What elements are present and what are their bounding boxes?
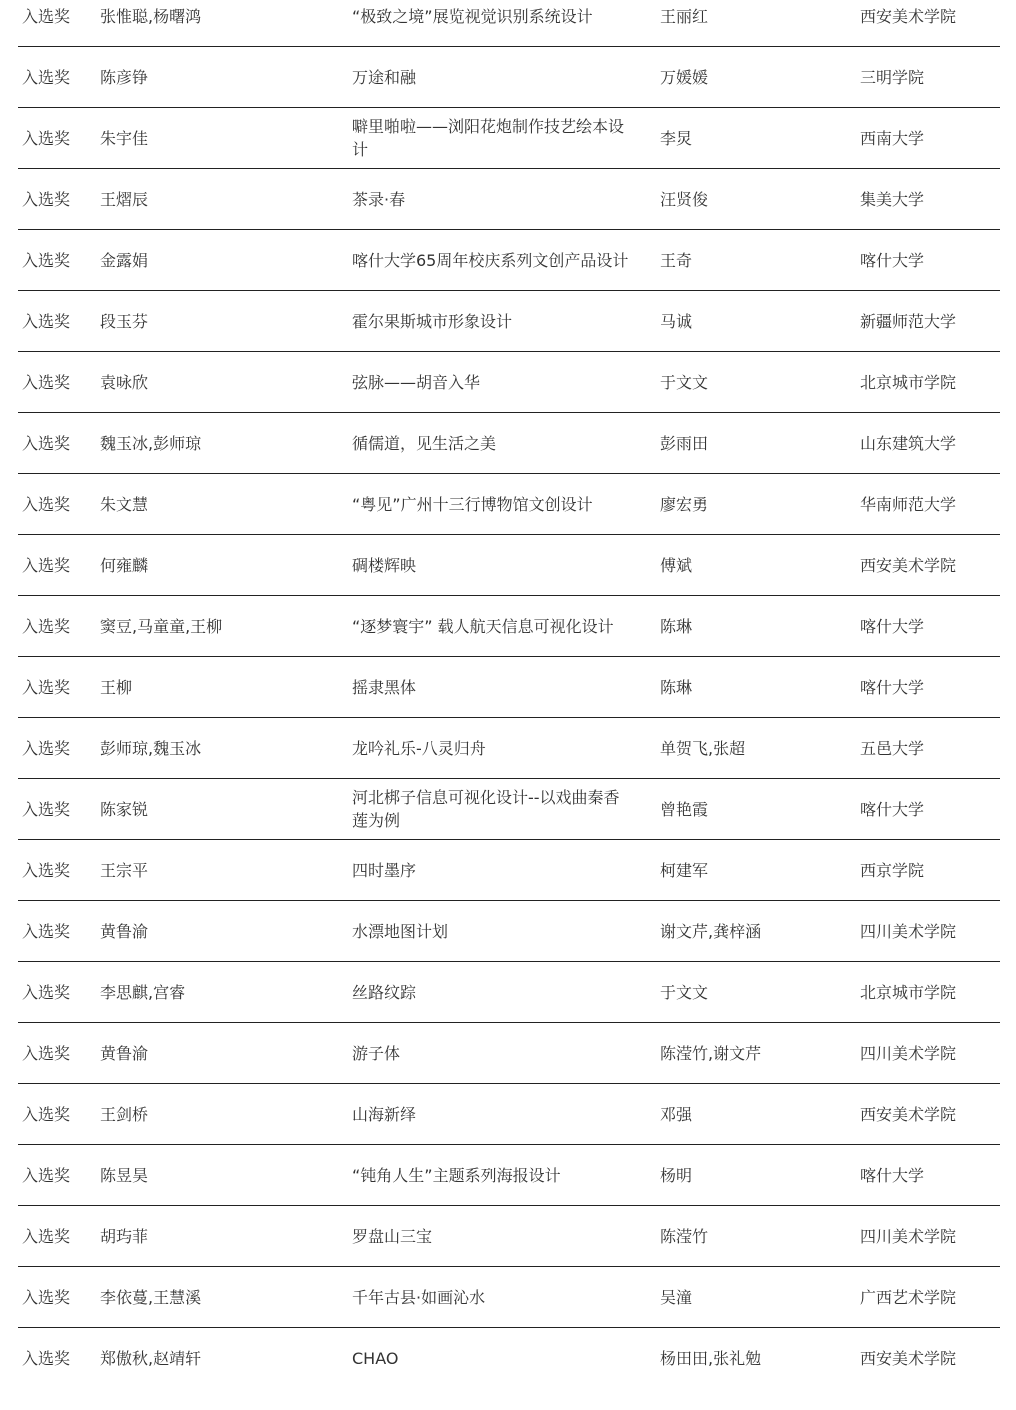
advisor-cell: 曾艳霞 — [656, 779, 856, 840]
awards-table — [18, 0, 1000, 1388]
school-cell: 五邑大学 — [856, 718, 1000, 779]
work-title-cell: 喀什大学65周年校庆系列文创产品设计 — [348, 230, 656, 291]
award-cell: 入选奖 — [18, 596, 96, 657]
advisor-cell: 吴潼 — [656, 1267, 856, 1328]
award-cell: 入选奖 — [18, 47, 96, 108]
work-title-cell: 循儒道，见生活之美 — [348, 413, 656, 474]
table-row — [18, 1267, 1000, 1328]
award-cell: 入选奖 — [22, 1348, 71, 1368]
school-cell: 四川美术学院 — [856, 901, 1000, 962]
work-title-cell: 霍尔果斯城市形象设计 — [348, 291, 656, 352]
school-cell: 新疆师范大学 — [856, 291, 1000, 352]
table-row — [18, 657, 1000, 718]
award-cell: 入选奖 — [18, 1145, 96, 1206]
authors-cell: 陈昱昊 — [96, 1145, 348, 1206]
work-title-cell: 摇隶黑体 — [348, 657, 656, 718]
award-cell: 入选奖 — [18, 1084, 96, 1145]
work-title-cell: 弦脉——胡音入华 — [348, 352, 656, 413]
award-cell: 入选奖 — [18, 413, 96, 474]
table-row — [18, 535, 1000, 596]
advisor-cell: 陈滢竹,谢文芹 — [656, 1023, 856, 1084]
award-cell: 入选奖 — [18, 718, 96, 779]
work-title-cell: “粤见”广州十三行博物馆文创设计 — [348, 474, 656, 535]
authors-cell: 何雍麟 — [96, 535, 348, 596]
authors-cell: 朱文慧 — [96, 474, 348, 535]
table-row — [18, 1206, 1000, 1267]
work-title-cell: 千年古县·如画沁水 — [348, 1267, 656, 1328]
table-row — [18, 1328, 1000, 1389]
award-cell: 入选奖 — [18, 291, 96, 352]
authors-cell: 朱宇佳 — [96, 108, 348, 169]
authors-cell: 窦豆,马童童,王柳 — [96, 596, 348, 657]
table-row — [18, 413, 1000, 474]
advisor-cell: 于文文 — [656, 352, 856, 413]
authors-cell: 金露娟 — [96, 230, 348, 291]
authors-cell: 黄鲁渝 — [96, 901, 348, 962]
advisor-cell: 王奇 — [656, 230, 856, 291]
advisor-cell: 陈琳 — [656, 657, 856, 718]
advisor-cell: 陈琳 — [656, 596, 856, 657]
authors-cell: 王宗平 — [96, 840, 348, 901]
work-title-cell: 水漂地图计划 — [348, 901, 656, 962]
award-cell: 入选奖 — [18, 535, 96, 596]
work-title-cell: 山海新绎 — [348, 1084, 656, 1145]
advisor-cell: 王丽红 — [656, 0, 856, 47]
advisor-cell: 杨明 — [656, 1145, 856, 1206]
advisor-cell: 邓强 — [656, 1084, 856, 1145]
award-cell: 入选奖 — [18, 108, 96, 169]
school-cell: 西安美术学院 — [856, 0, 1000, 47]
school-cell: 西安美术学院 — [856, 535, 1000, 596]
school-cell: 四川美术学院 — [856, 1206, 1000, 1267]
awards-table-body — [18, 0, 1000, 1388]
work-title-cell: “极致之境”展览视觉识别系统设计 — [348, 0, 656, 47]
authors-cell: 陈彦铮 — [96, 47, 348, 108]
award-cell: 入选奖 — [18, 1206, 96, 1267]
authors-cell: 陈家锐 — [96, 779, 348, 840]
school-cell: 北京城市学院 — [856, 352, 1000, 413]
work-title-cell: 丝路纹踪 — [348, 962, 656, 1023]
advisor-cell: 彭雨田 — [656, 413, 856, 474]
award-cell: 入选奖 — [18, 657, 96, 718]
table-row — [18, 1084, 1000, 1145]
award-cell: 入选奖 — [18, 1023, 96, 1084]
work-title-cell: 噼里啪啦——浏阳花炮制作技艺绘本设计 — [348, 108, 656, 169]
work-title-cell: 龙吟礼乐-八灵归舟 — [348, 718, 656, 779]
table-row — [18, 1145, 1000, 1206]
school-cell: 西安美术学院 — [860, 1348, 957, 1368]
award-cell: 入选奖 — [18, 169, 96, 230]
table-row — [18, 169, 1000, 230]
table-row — [18, 108, 1000, 169]
table-row — [18, 0, 1000, 47]
school-cell: 西南大学 — [856, 108, 1000, 169]
authors-cell: 彭师琼,魏玉冰 — [96, 718, 348, 779]
school-cell: 喀什大学 — [856, 657, 1000, 718]
table-row — [18, 47, 1000, 108]
award-cell: 入选奖 — [18, 474, 96, 535]
advisor-cell: 单贺飞,张超 — [656, 718, 856, 779]
authors-cell: 郑傲秋,赵靖轩 — [100, 1348, 202, 1368]
advisor-cell: 汪贤俊 — [656, 169, 856, 230]
school-cell: 华南师范大学 — [856, 474, 1000, 535]
school-cell: 集美大学 — [856, 169, 1000, 230]
work-title-cell: 河北梆子信息可视化设计--以戏曲秦香莲为例 — [348, 779, 656, 840]
advisor-cell: 廖宏勇 — [656, 474, 856, 535]
school-cell: 喀什大学 — [856, 230, 1000, 291]
school-cell: 北京城市学院 — [856, 962, 1000, 1023]
school-cell: 喀什大学 — [856, 596, 1000, 657]
table-row — [18, 840, 1000, 901]
advisor-cell: 谢文芹,龚梓涵 — [656, 901, 856, 962]
work-title-cell: 碉楼辉映 — [348, 535, 656, 596]
authors-cell: 王柳 — [96, 657, 348, 718]
advisor-cell: 傅斌 — [656, 535, 856, 596]
table-row — [18, 718, 1000, 779]
work-title-cell: 茶录·春 — [348, 169, 656, 230]
school-cell: 三明学院 — [856, 47, 1000, 108]
award-cell: 入选奖 — [18, 0, 96, 47]
authors-cell: 段玉芬 — [96, 291, 348, 352]
work-title-cell: CHAO — [352, 1348, 399, 1368]
authors-cell: 袁咏欣 — [96, 352, 348, 413]
advisor-cell: 于文文 — [656, 962, 856, 1023]
award-cell: 入选奖 — [18, 230, 96, 291]
table-row — [18, 291, 1000, 352]
table-row — [18, 596, 1000, 657]
table-row — [18, 962, 1000, 1023]
work-title-cell: “钝角人生”主题系列海报设计 — [348, 1145, 656, 1206]
authors-cell: 李思麒,宫睿 — [96, 962, 348, 1023]
table-row — [18, 474, 1000, 535]
school-cell: 西京学院 — [856, 840, 1000, 901]
school-cell: 喀什大学 — [856, 779, 1000, 840]
award-cell: 入选奖 — [18, 962, 96, 1023]
table-row — [18, 230, 1000, 291]
authors-cell: 王熠辰 — [96, 169, 348, 230]
advisor-cell: 李炅 — [656, 108, 856, 169]
school-cell: 广西艺术学院 — [856, 1267, 1000, 1328]
work-title-cell: “逐梦寰宇” 载人航天信息可视化设计 — [348, 596, 656, 657]
table-row — [18, 352, 1000, 413]
authors-cell: 胡玙菲 — [96, 1206, 348, 1267]
authors-cell: 魏玉冰,彭师琼 — [96, 413, 348, 474]
award-cell: 入选奖 — [18, 779, 96, 840]
award-cell: 入选奖 — [18, 840, 96, 901]
award-cell: 入选奖 — [18, 1267, 96, 1328]
table-row — [18, 1023, 1000, 1084]
advisor-cell: 万媛媛 — [656, 47, 856, 108]
award-cell: 入选奖 — [18, 901, 96, 962]
work-title-cell: 罗盘山三宝 — [348, 1206, 656, 1267]
advisor-cell: 杨田田,张礼勉 — [660, 1348, 762, 1368]
advisor-cell: 马诚 — [656, 291, 856, 352]
school-cell: 四川美术学院 — [856, 1023, 1000, 1084]
school-cell: 西安美术学院 — [856, 1084, 1000, 1145]
work-title-cell: 四时墨序 — [348, 840, 656, 901]
work-title-cell: 游子体 — [348, 1023, 656, 1084]
authors-cell: 李依蔓,王慧溪 — [96, 1267, 348, 1328]
school-cell: 山东建筑大学 — [856, 413, 1000, 474]
authors-cell: 张惟聪,杨曙鸿 — [96, 0, 348, 47]
advisor-cell: 柯建军 — [656, 840, 856, 901]
advisor-cell: 陈滢竹 — [656, 1206, 856, 1267]
table-row — [18, 901, 1000, 962]
authors-cell: 王剑桥 — [96, 1084, 348, 1145]
award-cell: 入选奖 — [18, 352, 96, 413]
authors-cell: 黄鲁渝 — [96, 1023, 348, 1084]
table-row — [18, 779, 1000, 840]
work-title-cell: 万途和融 — [348, 47, 656, 108]
school-cell: 喀什大学 — [856, 1145, 1000, 1206]
